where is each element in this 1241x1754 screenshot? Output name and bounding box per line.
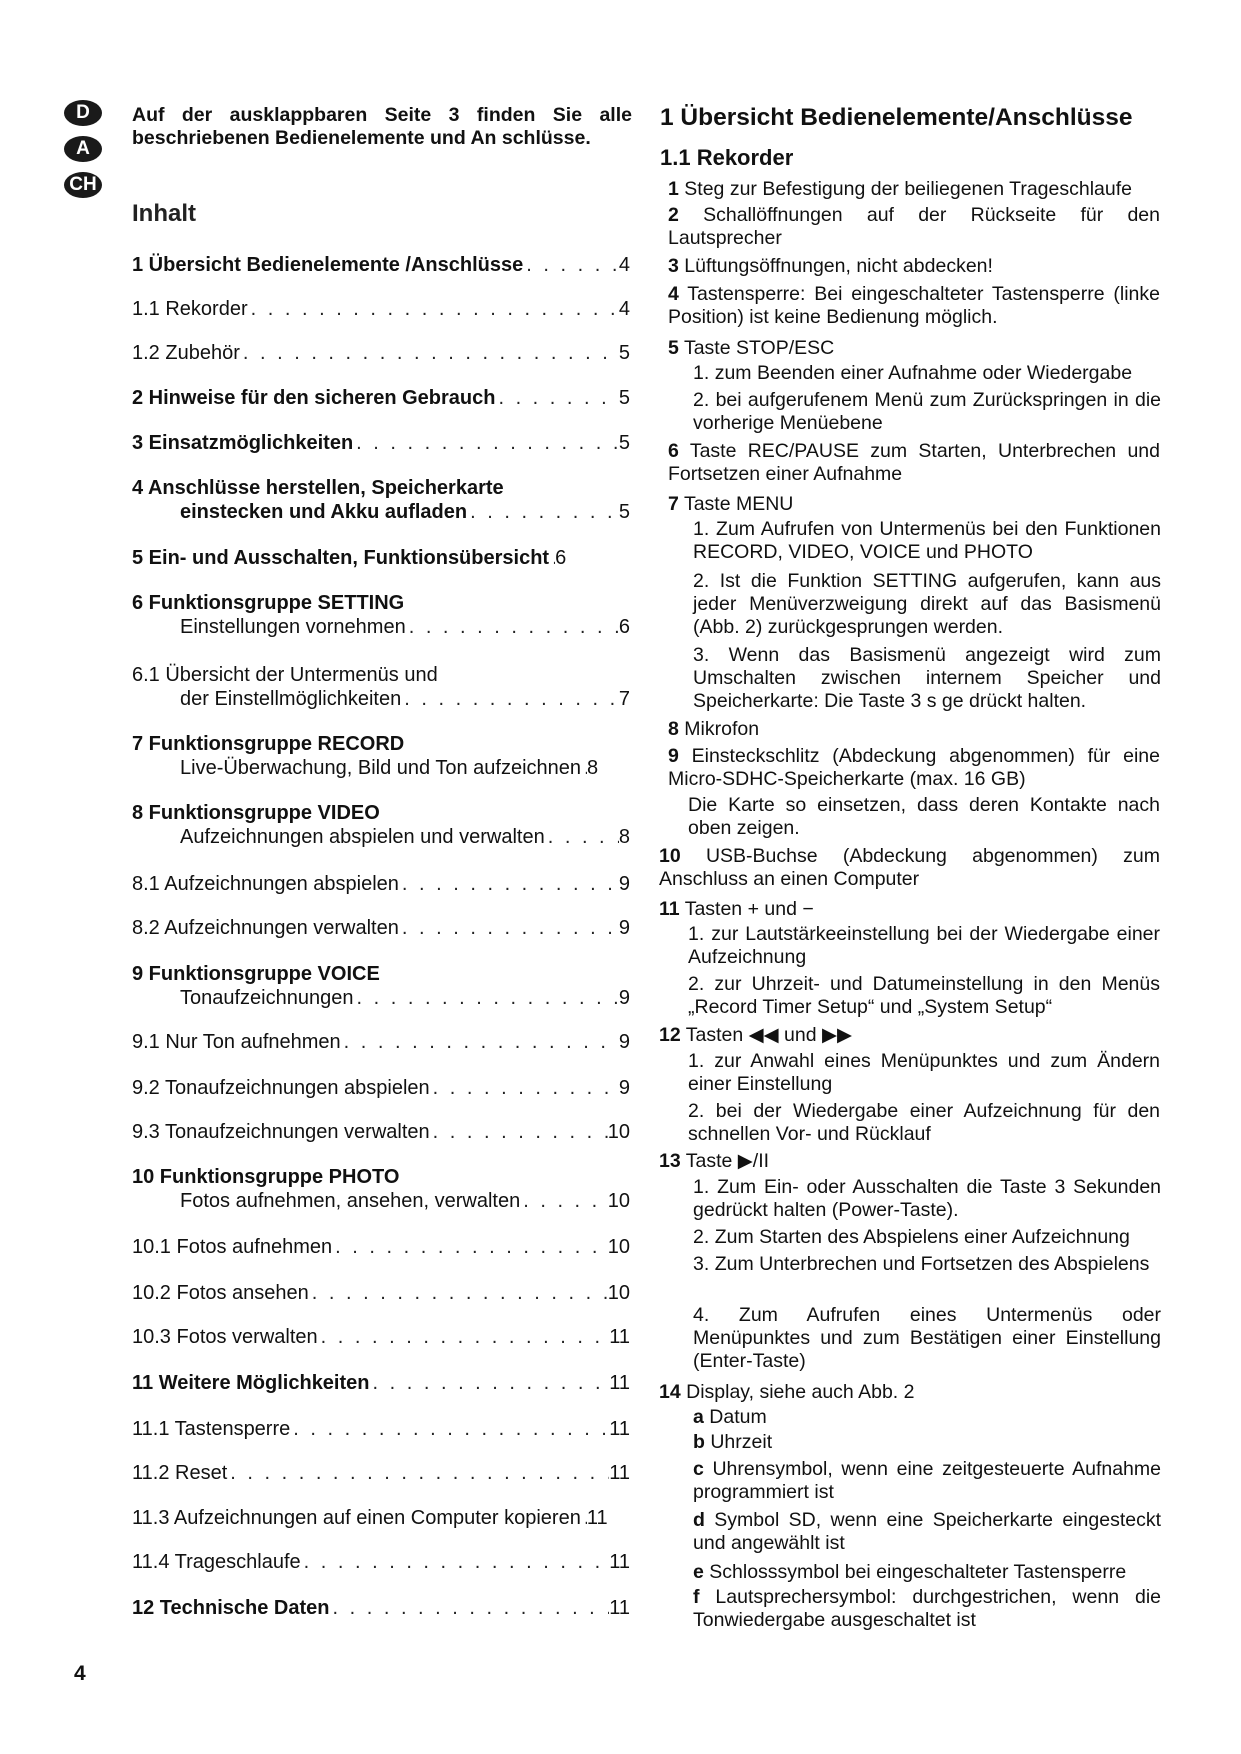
badge-d: D [64, 100, 102, 126]
toc-entry: einstecken und Akku aufladen . . . 5 [132, 501, 630, 524]
toc-entry: Aufzeichnungen abspielen und verwalten . . . 8 [132, 826, 630, 849]
toc-heading: 6.1 Übersicht der Untermenüs und [132, 664, 438, 686]
toc-entry: 11.2 Reset . . . 11 [132, 1462, 630, 1485]
toc-entry: Einstellungen vornehmen . . . 6 [132, 616, 630, 639]
toc-heading: 4 Anschlüsse herstellen, Speicherkarte [132, 477, 504, 499]
intro-block [132, 104, 632, 150]
sub-item: 4. Zum Aufrufen eines Untermenüs oder Menüpunktes und zum Bestätigen einer Einstellung (Enter-Taste) [693, 1304, 1162, 1372]
sub-item: 1. Zum Ein- oder Ausschalten die Taste 3 Sekunden gedrückt halten (Power-Taste). [693, 1176, 1162, 1221]
item: 12 Tasten ◀◀ und ▶▶ [659, 1024, 853, 1046]
toc-entry: der Einstellmöglichkeiten . . . 7 [132, 688, 630, 711]
sub-item: 1. zur Lautstärkeeinstellung bei der Wiedergabe einer Aufzeichnung [688, 923, 1161, 968]
sub-item: 2. zur Uhrzeit- und Datumeinstellung in den Menüs „Record Timer Setup“ und „System Setup“ [688, 973, 1160, 1018]
toc-entry: 11 Weitere Möglichkeiten . . . 11 [132, 1372, 630, 1395]
toc-entry: 5 Ein- und Ausschalten, Funktionsübersicht . . . 6 [132, 547, 630, 570]
item: 1 Steg zur Befestigung der beiliegenen Trageschlaufe [668, 178, 1133, 200]
sub-item: c Uhrensymbol, wenn eine zeitgesteuerte Aufnahme programmiert ist [693, 1458, 1161, 1503]
toc-entry: 1 Übersicht Bedienelemente /Anschlüsse . . . 4 [132, 254, 630, 277]
item: 11 Tasten + und − [659, 898, 814, 920]
toc-heading: 7 Funktionsgruppe RECORD [132, 733, 405, 755]
sub-item: 1. zum Beenden einer Aufnahme oder Wiedergabe [693, 362, 1133, 384]
toc-heading: 9 Funktionsgruppe VOICE [132, 963, 380, 985]
toc-entry: 1.1 Rekorder . . . 4 [132, 298, 630, 321]
toc-entry: 9.2 Tonaufzeichnungen abspielen . . . 9 [132, 1077, 630, 1100]
toc-heading: 8 Funktionsgruppe VIDEO [132, 802, 380, 824]
subsection-heading: 1.1 Rekorder [660, 145, 794, 170]
toc-entry: 8.2 Aufzeichnungen verwalten . . . 9 [132, 917, 630, 940]
toc-entry: 8.1 Aufzeichnungen abspielen . . . 9 [132, 873, 630, 896]
sub-item: d Symbol SD, wenn eine Speicherkarte eingesteckt und angewählt ist [693, 1509, 1162, 1554]
intro-text: Auf der ausklappbaren Seite 3 finden Sie alle beschriebenen Bedienelemente und An schlüsse. [132, 104, 632, 149]
sub-item: 3. Wenn das Basismenü angezeigt wird zum Umschalten zwischen internem Speicher und Speicherkarte: Die Taste 3 s ge drückt halten. [693, 644, 1162, 712]
sub-item: a Datum [693, 1406, 767, 1428]
toc-entry: Live-Überwachung, Bild und Ton aufzeichnen . . . 8 [132, 757, 630, 780]
toc-entry: 2 Hinweise für den sicheren Gebrauch . . . 5 [132, 387, 630, 410]
item: 4 Tastensperre: Bei eingeschalteter Tastensperre (linke Position) ist keine Bedienung möglich. [668, 283, 1160, 328]
sub-item: 2. bei der Wiedergabe einer Aufzeichnung für den schnellen Vor- und Rücklauf [688, 1100, 1161, 1145]
toc-title: Inhalt [132, 200, 196, 227]
item: 7 Taste MENU [668, 493, 794, 515]
sub-item: f Lautsprechersymbol: durchgestrichen, wenn die Tonwiedergabe ausgeschaltet ist [693, 1586, 1161, 1631]
sub-item: 1. zur Anwahl eines Menüpunktes und zum Ändern einer Einstellung [688, 1050, 1161, 1095]
toc-entry: 11.4 Trageschlaufe . . . 11 [132, 1551, 630, 1574]
toc-entry: 9.3 Tonaufzeichnungen verwalten . . . 10 [132, 1121, 630, 1144]
toc-entry: 12 Technische Daten . . . 11 [132, 1597, 630, 1620]
item: 14 Display, siehe auch Abb. 2 [659, 1381, 915, 1403]
sub-item: e Schlosssymbol bei eingeschalteter Tastensperre [693, 1561, 1127, 1583]
sub-item: 3. Zum Unterbrechen und Fortsetzen des Abspielens [693, 1253, 1150, 1275]
toc-entry: 11.1 Tastensperre . . . 11 [132, 1418, 630, 1441]
badge-a: A [64, 136, 102, 162]
item: 10 USB-Buchse (Abdeckung abgenommen) zum Anschluss an einen Computer [659, 845, 1160, 890]
item: 3 Lüftungsöffnungen, nicht abdecken! [668, 255, 993, 277]
sub-item: 1. Zum Aufrufen von Untermenüs bei den Funktionen RECORD, VIDEO, VOICE und PHOTO [693, 518, 1161, 563]
toc-entry: 1.2 Zubehör . . . 5 [132, 342, 630, 365]
toc-entry: 10.2 Fotos ansehen . . . 10 [132, 1282, 630, 1305]
toc-entry: 11.3 Aufzeichnungen auf einen Computer kopieren . . . 11 [132, 1507, 630, 1530]
toc-heading: 6 Funktionsgruppe SETTING [132, 592, 405, 614]
toc-entry: 10.1 Fotos aufnehmen . . . 10 [132, 1236, 630, 1259]
toc-entry: Fotos aufnehmen, ansehen, verwalten . . . 10 [132, 1190, 630, 1213]
item: 2 Schallöffnungen auf der Rückseite für den Lautsprecher [668, 204, 1160, 249]
toc-entry: Tonaufzeichnungen . . . 9 [132, 987, 630, 1010]
item-note: Die Karte so einsetzen, dass deren Kontakte nach oben zeigen. [688, 794, 1160, 839]
toc-entry: 9.1 Nur Ton aufnehmen . . . 9 [132, 1031, 630, 1054]
toc-entry: 10.3 Fotos verwalten . . . 11 [132, 1326, 630, 1349]
section-heading: 1 Übersicht Bedienelemente/Anschlüsse [660, 104, 1133, 131]
sub-item: 2. Ist die Funktion SETTING aufgerufen, kann aus jeder Menüverzweigung direkt auf das Basismenü (Abb. 2) zurückgesprungen werden. [693, 570, 1162, 638]
sub-item: 2. Zum Starten des Abspielens einer Aufzeichnung [693, 1226, 1130, 1248]
item: 5 Taste STOP/ESC [668, 337, 835, 359]
item: 6 Taste REC/PAUSE zum Starten, Unterbrechen und Fortsetzen einer Aufnahme [668, 440, 1160, 485]
item: 13 Taste ▶/II [659, 1150, 770, 1172]
sub-item: 2. bei aufgerufenem Menü zum Zurückspringen in die vorherige Menüebene [693, 389, 1161, 434]
toc-heading: 10 Funktionsgruppe PHOTO [132, 1166, 400, 1188]
badge-ch: CH [64, 172, 102, 198]
item: 8 Mikrofon [668, 718, 760, 740]
sub-item: b Uhrzeit [693, 1431, 773, 1453]
item: 9 Einsteckschlitz (Abdeckung abgenommen) für eine Micro-SDHC-Speicherkarte (max. 16 GB) [668, 745, 1160, 790]
page-number: 4 [74, 1662, 86, 1685]
toc-entry: 3 Einsatzmöglichkeiten . . . 5 [132, 432, 630, 455]
